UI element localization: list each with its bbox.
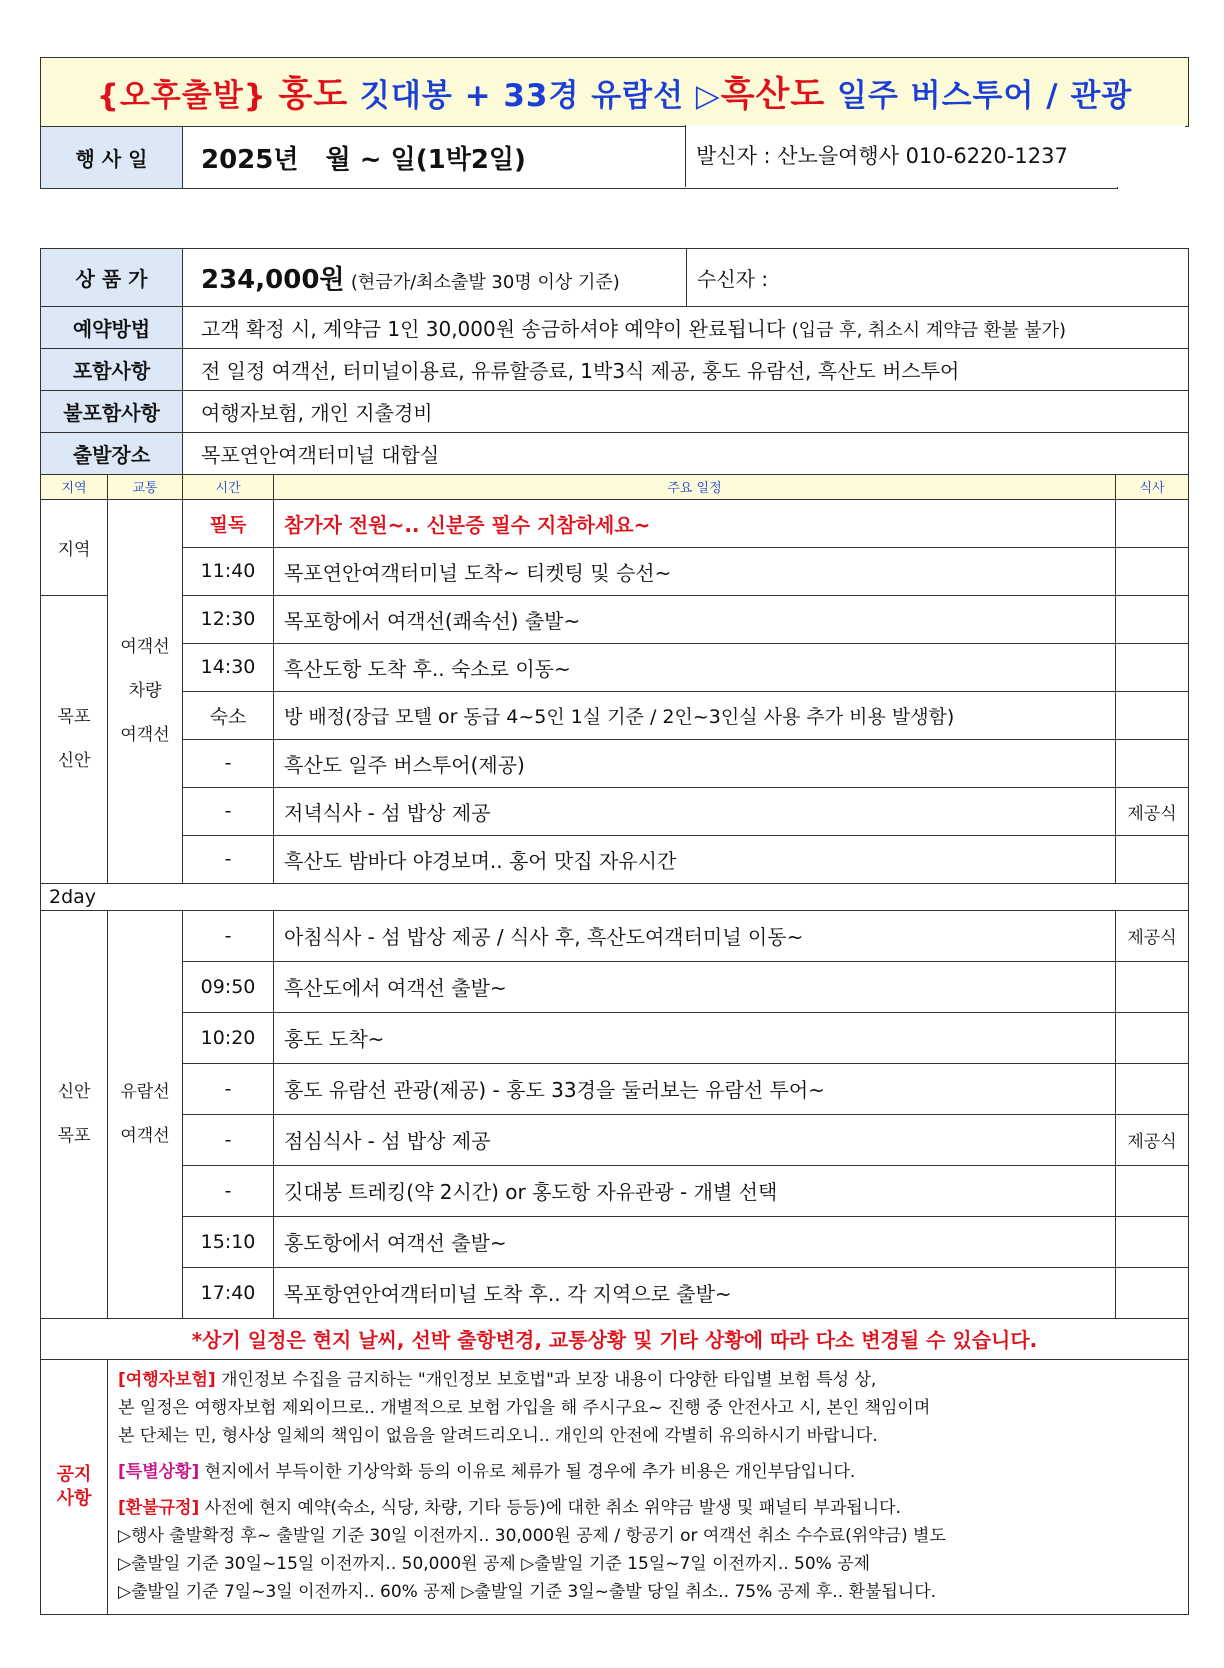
region-item: 신안 [57,1082,91,1102]
day2-event-0: 아침식사 - 섬 밥상 제공 / 식사 후, 흑산도여객터미널 이동~ [274,910,1116,961]
day1-event-2: 목포항에서 여객선(쾌속선) 출발~ [274,595,1116,643]
header-time: 시간 [183,474,274,499]
day2-transport [108,910,183,1318]
reserve-value: 고객 확정 시, 계약금 1인 30,000원 송금하셔야 예약이 완료됩니다 [201,317,786,341]
schedule-note: *상기 일정은 현지 날씨, 선박 출항변경, 교통상황 및 기타 상황에 따라 다소 변경될 수 있습니다. [41,1318,1189,1359]
reserve-note: (입금 후, 취소시 계약금 환불 불가) [791,320,1067,341]
region-item: 목포 [57,707,91,727]
price-value: 234,000원 [201,265,345,295]
refund-tag: [환불규정] [118,1497,200,1518]
depart-value: 목포연안여객터미널 대합실 [183,433,1189,475]
date-value: 2025년 월 ~ 일(1박2일) [183,127,1118,189]
day2-event-6: 홍도항에서 여객선 출발~ [274,1216,1116,1267]
day2-event-3: 홍도 유람선 관광(제공) - 홍도 33경을 둘러보는 유람선 투어~ [274,1063,1116,1114]
transport-item: 여객선 [120,637,170,657]
day2-event-2: 홍도 도착~ [274,1012,1116,1063]
day1-time-7: - [183,835,274,883]
day2-time-2: 10:20 [183,1012,274,1063]
day1-region-b [41,595,108,883]
day2-meal-3 [1116,1063,1189,1114]
day2-region [41,910,108,1318]
include-label: 포함사항 [41,349,183,391]
special-line [118,1458,1178,1486]
refund-line-1 [118,1494,1178,1522]
title-suffix: 일주 버스투어 / 관광 [836,78,1133,114]
day2-label: 2day [41,883,1189,910]
document-title [41,58,1189,127]
day2-event-4: 점심식사 - 섬 밥상 제공 [274,1114,1116,1165]
day1-meal-6: 제공식 [1116,787,1189,835]
day1-meal-0 [1116,499,1189,547]
day1-event-1: 목포연안여객터미널 도착~ 티켓팅 및 승선~ [274,547,1116,595]
title-place-heuksando: 흑산도 [720,75,826,115]
day2-event-7: 목포항연안여객터미널 도착 후.. 각 지역으로 출발~ [274,1267,1116,1318]
notice-label-1: 공지 [56,1463,92,1485]
notice-label-2: 사항 [56,1487,92,1509]
refund-line-2: ▷행사 출발확정 후~ 출발일 기준 30일 이전까지.. 30,000원 공제 / 항공기 or 여객선 취소 수수료(위약금) 별도 [118,1525,946,1546]
include-value: 전 일정 여객선, 터미널이용료, 유류할증료, 1박3식 제공, 홍도 유람선, 흑산도 버스투어 [183,349,1189,391]
day1-meal-1 [1116,547,1189,595]
schedule-table [40,474,1189,1615]
exclude-label: 불포함사항 [41,391,183,433]
title-place-hongdo: 홍도 [278,75,349,115]
day2-time-3: - [183,1063,274,1114]
day2-time-7: 17:40 [183,1267,274,1318]
region-item: 목포 [57,1126,91,1146]
day1-event-7: 흑산도 밤바다 야경보며.. 홍어 맛집 자유시간 [274,835,1116,883]
day2-time-0: - [183,910,274,961]
day1-meal-2 [1116,595,1189,643]
depart-label: 출발장소 [41,433,183,475]
day1-time-4: 숙소 [183,691,274,739]
receiver: 수신자 : [687,249,1189,307]
insurance-line-3: 본 단체는 민, 형사상 일체의 책임이 없음을 알려드리오니.. 개인의 안전에 각별히 유의하시기 바랍니다. [118,1425,878,1446]
day1-time-6: - [183,787,274,835]
sender: 발신자 : 산노을여행사 010-6220-1237 [685,125,1185,187]
day1-event-0: 참가자 전원~.. 신분증 필수 지참하세요~ [274,499,1116,547]
day2-meal-4: 제공식 [1116,1114,1189,1165]
day1-event-5: 흑산도 일주 버스투어(제공) [274,739,1116,787]
special-tag: [특별상황] [118,1461,200,1482]
insurance-text-1: 개인정보 수집을 금지하는 "개인정보 보호법"과 보장 내용이 다양한 타입별 보험 특성 상, [221,1369,877,1390]
day1-region-a: 지역 [41,499,108,595]
date-label: 행 사 일 [41,127,183,189]
transport-item: 여객선 [120,1126,170,1146]
day1-time-1: 11:40 [183,547,274,595]
exclude-value: 여행자보험, 개인 지출경비 [183,391,1189,433]
itinerary-document [40,57,1188,1615]
special-text: 현지에서 부득이한 기상악화 등의 이유로 체류가 될 경우에 추가 비용은 개인부담입니다. [204,1461,856,1482]
day1-event-3: 흑산도항 도착 후.. 숙소로 이동~ [274,643,1116,691]
header-schedule: 주요 일정 [274,474,1116,499]
transport-item: 유람선 [120,1082,170,1102]
day1-time-5: - [183,739,274,787]
header-meal: 식사 [1116,474,1189,499]
day2-meal-5 [1116,1165,1189,1216]
day1-meal-4 [1116,691,1189,739]
info-table [40,188,1188,250]
day1-transport [108,499,183,883]
day1-event-4: 방 배정(장급 모텔 or 동급 4~5인 1실 기준 / 2인~3인실 사용 추가 비용 발생함) [274,691,1116,739]
refund-text-1: 사전에 현지 예약(숙소, 식당, 차량, 기타 등등)에 대한 취소 위약금 발생 및 패널티 부과됩니다. [204,1497,901,1518]
day2-meal-0: 제공식 [1116,910,1189,961]
day2-time-1: 09:50 [183,961,274,1012]
day2-meal-1 [1116,961,1189,1012]
day1-meal-5 [1116,739,1189,787]
title-prefix: {오후출발} [96,78,267,114]
header-region: 지역 [41,474,108,499]
title-mid: 깃대봉 + 33경 유람선 ▷ [359,78,721,114]
day1-meal-7 [1116,835,1189,883]
day2-meal-7 [1116,1267,1189,1318]
day1-time-0: 필독 [183,499,274,547]
price-note: (현금가/최소출발 30명 이상 기준) [350,272,620,293]
insurance-line-2: 본 일정은 여행자보험 제외이므로.. 개별적으로 보험 가입을 해 주시구요~ 진행 중 안전사고 시, 본인 책임이며 [118,1397,931,1418]
header-info-table [40,248,1189,475]
transport-item: 차량 [128,681,162,701]
header-transport: 교통 [108,474,183,499]
price-label: 상 품 가 [41,249,183,307]
day2-time-6: 15:10 [183,1216,274,1267]
refund-line-3: ▷출발일 기준 30일~15일 이전까지.. 50,000원 공제 ▷출발일 기준 15일~7일 이전까지.. 50% 공제 [118,1553,871,1574]
insurance-line-1 [118,1366,1178,1394]
day2-meal-6 [1116,1216,1189,1267]
day2-meal-2 [1116,1012,1189,1063]
day1-meal-3 [1116,643,1189,691]
notice-label [41,1359,108,1614]
notice-content [108,1359,1189,1614]
day1-time-2: 12:30 [183,595,274,643]
day2-event-5: 깃대봉 트레킹(약 2시간) or 홍도항 자유관광 - 개별 선택 [274,1165,1116,1216]
region-item: 신안 [57,751,91,771]
day1-event-6: 저녁식사 - 섬 밥상 제공 [274,787,1116,835]
reserve-cell [183,307,1189,349]
transport-item: 여객선 [120,725,170,745]
insurance-tag: [여행자보험] [118,1369,216,1390]
reserve-label: 예약방법 [41,307,183,349]
price-cell [183,249,687,307]
day2-event-1: 흑산도에서 여객선 출발~ [274,961,1116,1012]
day1-time-3: 14:30 [183,643,274,691]
day2-time-5: - [183,1165,274,1216]
day2-time-4: - [183,1114,274,1165]
refund-line-4: ▷출발일 기준 7일~3일 이전까지.. 60% 공제 ▷출발일 기준 3일~출발 당일 취소.. 75% 공제 후.. 환불됩니다. [118,1581,937,1602]
